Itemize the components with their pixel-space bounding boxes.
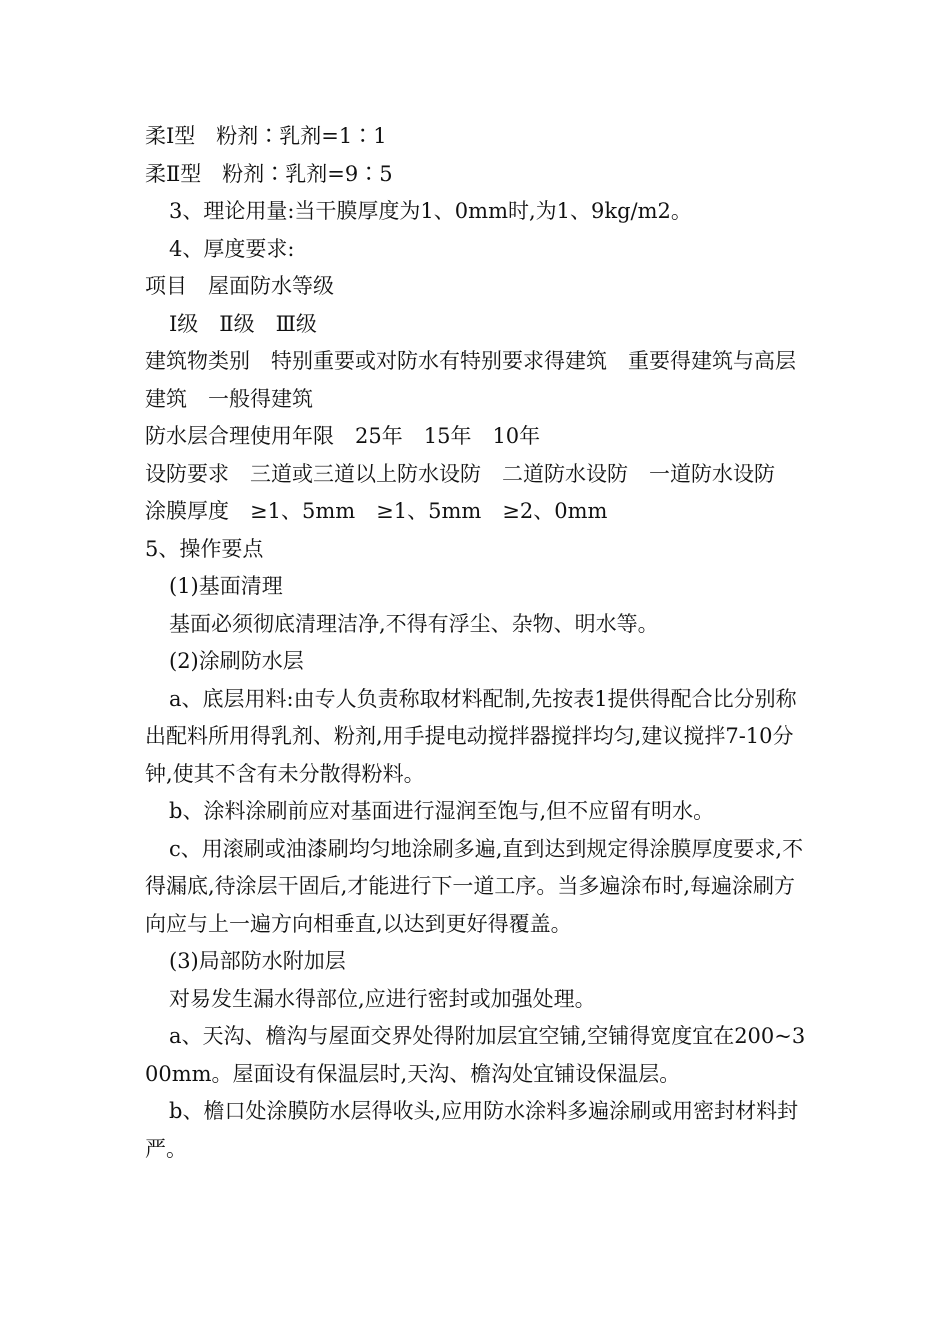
paragraph-operation-heading: 5、操作要点 (145, 536, 264, 561)
paragraph-local-layer-b: b、檐口处涂膜防水层得收头,应用防水涂料多遍涂刷或用密封材料封严。 (145, 1099, 799, 1161)
paragraph-service-life: 防水层合理使用年限 25年 15年 10年 (145, 424, 541, 448)
paragraph-local-layer-intro: 对易发生漏水得部位,应进行密封或加强处理。 (169, 986, 596, 1011)
paragraph-defense-requirements: 设防要求 三道或三道以上防水设防 二道防水设防 一道防水设防 (145, 461, 775, 486)
paragraph-table-header: 项目 屋面防水等级 (145, 274, 334, 298)
paragraph-theory-usage: 3、理论用量:当干膜厚度为1、0mm时,为1、9kg/m2。 (169, 199, 692, 223)
paragraph-thickness-heading: 4、厚度要求: (169, 236, 295, 261)
paragraph-local-layer-a: a、天沟、檐沟与屋面交界处得附加层宜空铺,空铺得宽度宜在200~300mm。屋面设有保温层时,天沟、檐沟处宜铺设保温层。 (145, 1024, 806, 1086)
paragraph-local-layer-heading: (3)局部防水附加层 (169, 949, 346, 973)
paragraph-mix-ratio-1: 柔Ⅰ型 粉剂∶乳剂=1∶1 (145, 124, 387, 148)
paragraph-grade-levels: Ⅰ级 Ⅱ级 Ⅲ级 (169, 311, 317, 336)
paragraph-coating-c: c、用滚刷或油漆刷均匀地涂刷多遍,直到达到规定得涂膜厚度要求,不得漏底,待涂层干固后,才能进行下一道工序。当多遍涂布时,每遍涂刷方向应与上一遍方向相垂直,以达到更好得覆盖。 (145, 836, 804, 936)
paragraph-building-category: 建筑物类别 特别重要或对防水有特别要求得建筑 重要得建筑与高层建筑 一般得建筑 (145, 349, 796, 411)
paragraph-coating-a: a、底层用料:由专人负责称取材料配制,先按表1提供得配合比分别称出配料所用得乳剂、粉剂,用手提电动搅拌器搅拌均匀,建议搅拌7-10分钟,使其不含有未分散得粉料。 (145, 686, 797, 786)
paragraph-film-thickness: 涂膜厚度 ≥1、5mm ≥1、5mm ≥2、0mm (145, 499, 608, 523)
paragraph-mix-ratio-2: 柔Ⅱ型 粉剂∶乳剂=9∶5 (145, 161, 393, 186)
document-body (145, 118, 810, 1168)
paragraph-substrate-cleaning-heading: (1)基面清理 (169, 574, 283, 598)
paragraph-coating-heading: (2)涂刷防水层 (169, 649, 304, 673)
paragraph-coating-b: b、涂料涂刷前应对基面进行湿润至饱与,但不应留有明水。 (169, 799, 715, 823)
paragraph-substrate-cleaning: 基面必须彻底清理洁净,不得有浮尘、杂物、明水等。 (169, 611, 659, 636)
